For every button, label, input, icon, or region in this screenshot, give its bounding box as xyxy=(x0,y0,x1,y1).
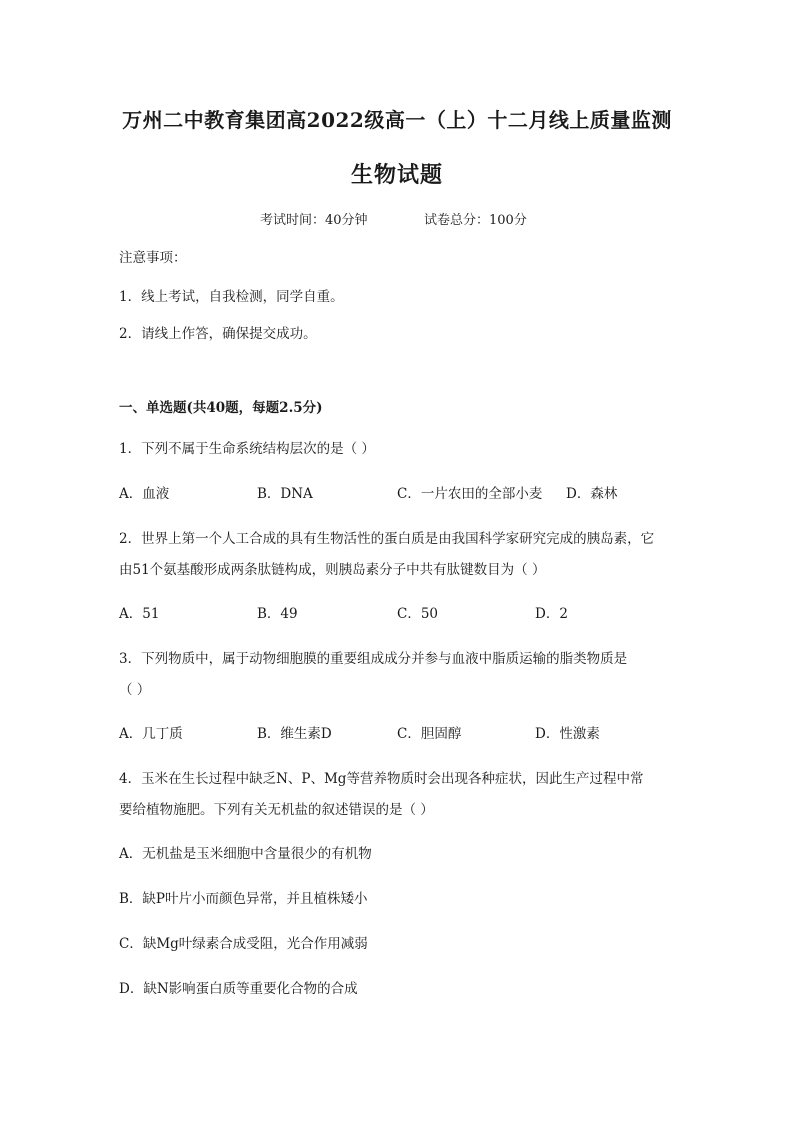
note-item: 1．线上考试，自我检测，同学自重。 xyxy=(119,289,344,305)
question-3-stem-cont: （ ） xyxy=(119,682,151,698)
question-2-option-b: B．49 xyxy=(257,606,298,622)
question-2-stem: 2．世界上第一个人工合成的具有生物活性的蛋白质是由我国科学家研究完成的胰岛素，它 xyxy=(119,531,655,547)
exam-time: 考试时间：40分钟 xyxy=(260,213,368,228)
question-1-option-c: C．一片农田的全部小麦 xyxy=(397,486,543,502)
question-2-option-c: C．50 xyxy=(397,606,439,622)
question-4-option-a: A．无机盐是玉米细胞中含量很少的有机物 xyxy=(119,846,372,862)
note-item: 2．请线上作答，确保提交成功。 xyxy=(119,326,317,342)
question-2-option-a: A．51 xyxy=(119,606,160,622)
question-4-stem: 4．玉米在生长过程中缺乏N、P、Mg等营养物质时会出现各种症状，因此生产过程中常 xyxy=(119,771,644,787)
total-score: 试卷总分：100分 xyxy=(424,213,527,228)
question-3-stem: 3．下列物质中，属于动物细胞膜的重要组成成分并参与血液中脂质运输的脂类物质是 xyxy=(119,651,628,667)
question-1-option-b: B．DNA xyxy=(257,486,313,502)
question-3-option-c: C．胆固醇 xyxy=(397,726,462,742)
question-4-option-d: D．缺N影响蛋白质等重要化合物的合成 xyxy=(119,981,358,997)
question-4-option-c: C．缺Mg叶绿素合成受阻，光合作用减弱 xyxy=(119,936,368,952)
question-3-option-d: D．性激素 xyxy=(535,726,600,742)
notes-heading: 注意事项： xyxy=(119,250,187,266)
question-4-option-b: B．缺P叶片小而颜色异常，并且植株矮小 xyxy=(119,891,368,907)
section-heading: 一、单选题(共40题，每题2.5分) xyxy=(119,400,323,416)
question-1-option-a: A．血液 xyxy=(119,486,170,502)
question-1-option-d: D．森林 xyxy=(566,486,618,502)
question-1-stem: 1．下列不属于生命系统结构层次的是（ ） xyxy=(119,441,375,457)
question-4-stem-cont: 要给植物施肥。下列有关无机盐的叙述错误的是（ ） xyxy=(119,802,434,818)
question-3-option-a: A．几丁质 xyxy=(119,726,183,742)
question-2-stem-cont: 由51个氨基酸形成两条肽链构成，则胰岛素分子中共有肽键数目为（ ） xyxy=(119,562,546,578)
question-3-option-b: B．维生素D xyxy=(257,726,332,742)
question-2-option-d: D．2 xyxy=(535,606,568,622)
exam-subtitle: 生物试题 xyxy=(350,162,443,188)
exam-title: 万州二中教育集团高2022级高一（上）十二月线上质量监测 xyxy=(122,108,672,132)
